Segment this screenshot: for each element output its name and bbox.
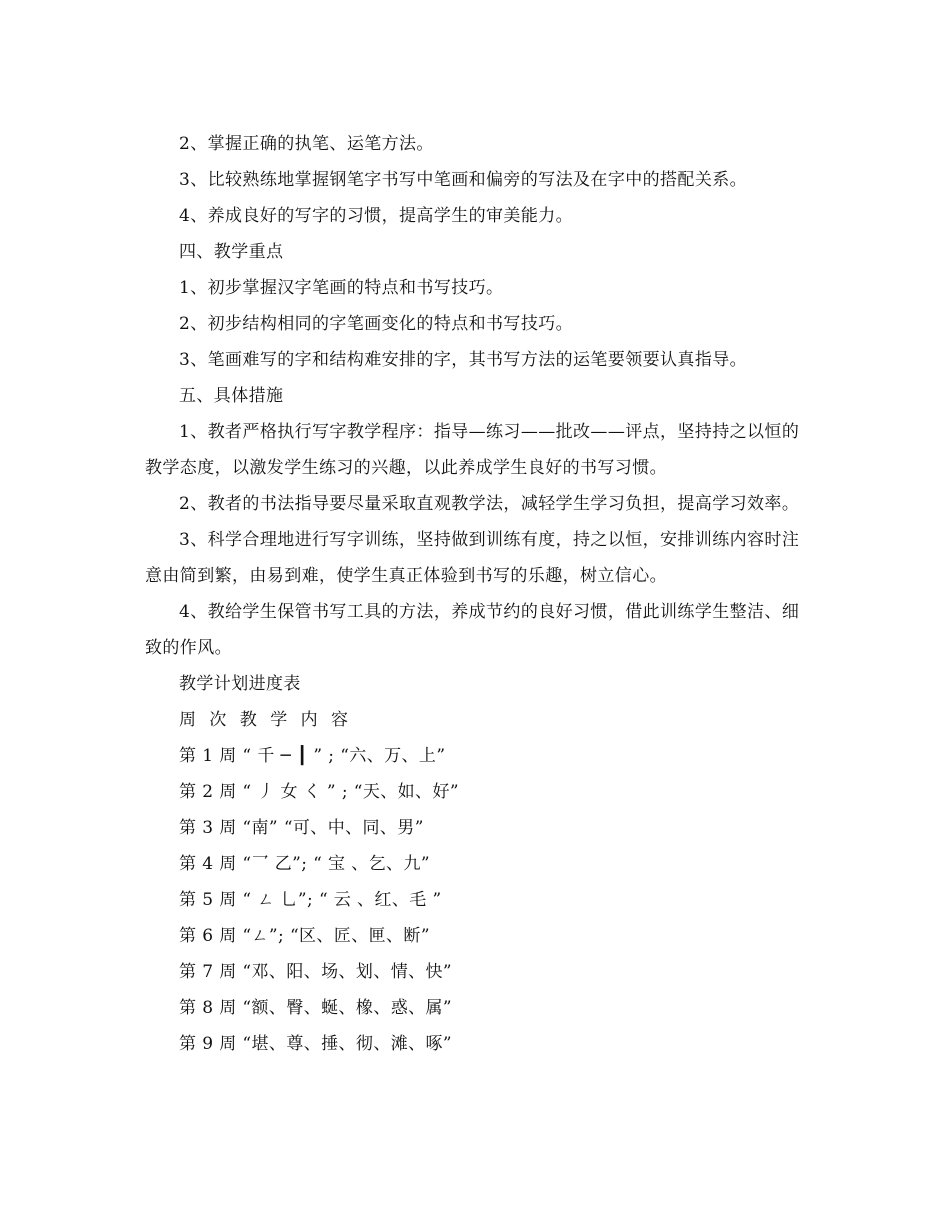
schedule-week-8: 第 8 周 “额、臀、蜒、橡、惑、属” bbox=[179, 998, 453, 1018]
measure-item-4: 4、教给学生保管书写工具的方法，养成节约的良好习惯，借此训练学生整洁、细致的作风。 bbox=[145, 602, 800, 658]
schedule-week-9: 第 9 周 “堪、尊、捶、彻、滩、啄” bbox=[179, 1034, 453, 1054]
focus-item-2: 2、初步结构相同的字笔画变化的特点和书写技巧。 bbox=[179, 314, 574, 334]
focus-item-3: 3、笔画难写的字和结构难安排的字，其书写方法的运笔要领要认真指导。 bbox=[179, 350, 748, 370]
schedule-week-3: 第 3 周 “南” “可、中、同、男” bbox=[179, 818, 424, 838]
schedule-week-6: 第 6 周 “ㄥ”; “区、匠、匣、断” bbox=[179, 926, 430, 946]
schedule-week-5: 第 5 周 “ ㄥ 乚”; “ 云 、红、毛 ” bbox=[179, 890, 442, 910]
goal-item-3: 3、比较熟练地掌握钢笔字书写中笔画和偏旁的写法及在字中的搭配关系。 bbox=[179, 170, 748, 190]
measure-item-1: 1、教者严格执行写字教学程序：指导—练习——批改——评点，坚持持之以恒的教学态度，以激发学生练习的兴趣，以此养成学生良好的书写习惯。 bbox=[145, 422, 800, 478]
section-heading-teaching-focus: 四、教学重点 bbox=[179, 242, 284, 262]
schedule-header: 周 次 教 学 内 容 bbox=[179, 710, 353, 730]
section-heading-measures: 五、具体措施 bbox=[179, 386, 284, 406]
measure-item-2: 2、教者的书法指导要尽量采取直观教学法，减轻学生学习负担，提高学习效率。 bbox=[179, 494, 800, 514]
goal-item-2: 2、掌握正确的执笔、运笔方法。 bbox=[179, 134, 434, 154]
schedule-week-4: 第 4 周 “乛 乙”; “ 宝 、乞、九” bbox=[179, 854, 430, 874]
schedule-week-1: 第 1 周 “ 千 ─ ┃ ” ; “六、万、上” bbox=[179, 746, 446, 766]
measure-item-3: 3、科学合理地进行写字训练，坚持做到训练有度，持之以恒，安排训练内容时注意由简到繁，由易到难，使学生真正体验到书写的乐趣，树立信心。 bbox=[145, 530, 800, 586]
schedule-week-2: 第 2 周 “ 丿 女 く ” ; “天、如、好” bbox=[179, 782, 459, 802]
focus-item-1: 1、初步掌握汉字笔画的特点和书写技巧。 bbox=[179, 278, 504, 298]
schedule-week-7: 第 7 周 “邓、阳、场、划、情、快” bbox=[179, 962, 453, 982]
schedule-title: 教学计划进度表 bbox=[179, 674, 301, 694]
document-body bbox=[145, 126, 807, 1062]
goal-item-4: 4、养成良好的写字的习惯，提高学生的审美能力。 bbox=[179, 206, 574, 226]
